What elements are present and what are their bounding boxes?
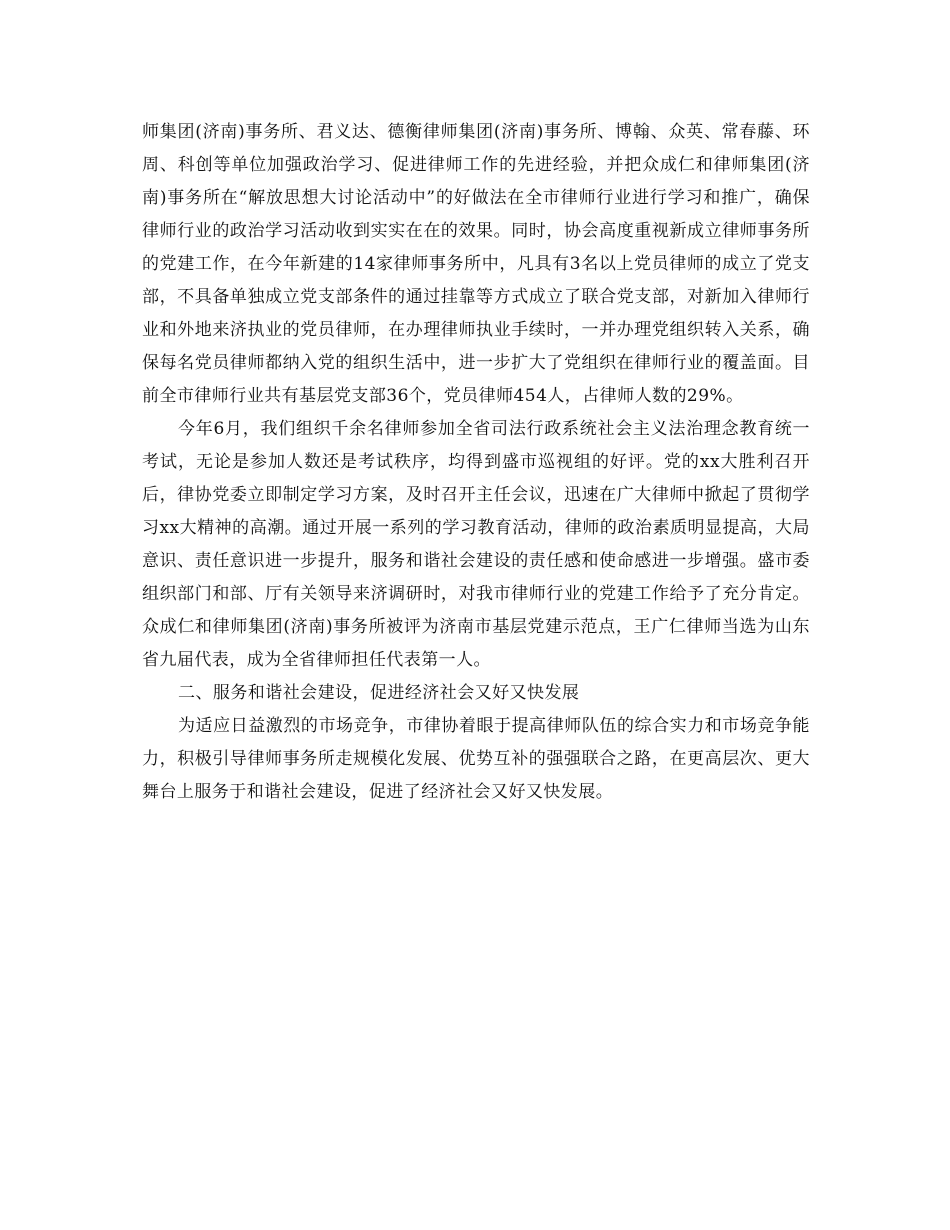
paragraph-market-competition: 为适应日益激烈的市场竞争，市律协着眼于提高律师队伍的综合实力和市场竞争能力，积极引导律师事务所走规模化发展、优势互补的强强联合之路，在更高层次、更大舞台上服务于和谐社会建设，促进了经济社会又好又快发展。 [142,716,810,802]
paragraph-continued: 师集团(济南)事务所、君义达、德衡律师集团(济南)事务所、博翰、众英、常春藤、环周、科创等单位加强政治学习、促进律师工作的先进经验，并把众成仁和律师集团(济南)事务所在“解放思想大讨论活动中”的好做法在全市律师行业进行学习和推广，确保律师行业的政治学习活动收到实实在在的效果。同时，协会高度重视新成立律师事务所的党建工作，在今年新建的14家律师事务所中，凡具有3名以上党员律师的成立了党支部，不具备单独成立党支部条件的通过挂靠等方式成立了联合党支部，对新加入律师行业和外地来济执业的党员律师，在办理律师执业手续时，一并办理党组织转入关系，确保每名党员律师都纳入党的组织生活中，进一步扩大了党组织在律师行业的覆盖面。目前全市律师行业共有基层党支部36个，党员律师454人，占律师人数的29%。 [142,122,810,406]
section-heading: 二、服务和谐社会建设，促进经济社会又好又快发展 [178,683,580,703]
paragraph-exam-and-party-building: 今年6月，我们组织千余名律师参加全省司法行政系统社会主义法治理念教育统一考试，无论是参加人数还是考试秩序，均得到盛市巡视组的好评。党的xx大胜利召开后，律协党委立即制定学习方案，及时召开主任会议，迅速在广大律师中掀起了贯彻学习xx大精神的高潮。通过开展一系列的学习教育活动，律师的政治素质明显提高，大局意识、责任意识进一步提升，服务和谐社会建设的责任感和使命感进一步增强。盛市委组织部门和部、厅有关领导来济调研时，对我市律师行业的党建工作给予了充分肯定。众成仁和律师集团(济南)事务所被评为济南市基层党建示范点，王广仁律师当选为山东省九届代表，成为全省律师担任代表第一人。 [142,419,810,670]
document-body [142,116,810,809]
